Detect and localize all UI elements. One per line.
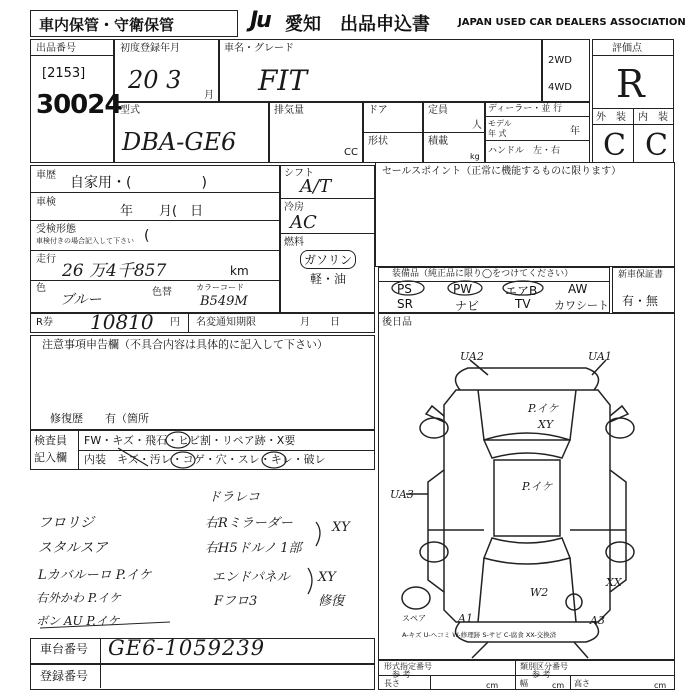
reg-month-unit: 月 [204, 90, 214, 101]
storage-label: 車内保管・守衛保管 [39, 16, 175, 34]
equip-ps: PS [397, 282, 412, 296]
int-row: 内装 キズ・汚レ・コゲ・穴・スレ・キレ・破レ [84, 453, 326, 466]
inspector-label: 検査員 [34, 434, 67, 447]
inspector-marks [78, 430, 375, 470]
remark-4-left: 右外かわ P.イケ [36, 591, 122, 605]
height-label: 高さ [574, 679, 590, 688]
rcert-value: 10810 [90, 310, 154, 334]
ju-logo [250, 8, 270, 33]
remark-4-mid: Fフロ3 [214, 594, 258, 609]
load-unit: kg [470, 152, 480, 161]
rcert-unit: 円 [170, 317, 180, 328]
remark-repair: 修復 [318, 594, 345, 609]
dmg-pike-2: P.イケ [522, 480, 553, 493]
fuel-value: ガソリン [300, 250, 356, 269]
model-value: DBA-GE6 [122, 128, 237, 156]
color-label: 色 [36, 283, 46, 294]
remark-2-mid: 右H5ドルノ 1部 [205, 541, 302, 556]
ext-label: 外 装 [596, 112, 626, 123]
fmt-label: 形式指定番号 [384, 662, 432, 671]
fuel-label: 燃料 [284, 237, 304, 248]
year-unit: 年 [570, 126, 580, 137]
reg-label: 初度登録年月 [120, 43, 180, 54]
remark-xy-1: XY [332, 520, 350, 535]
car-history-label: 車歴 [36, 170, 56, 181]
inspector-label2: 記入欄 [34, 451, 67, 464]
dmg-ua3: UA3 [390, 488, 414, 501]
equip-sr: SR [397, 297, 413, 311]
int-label: 内 装 [638, 112, 668, 123]
sales-point-label: セールスポイント（正常に機能するものに限ります） [382, 166, 622, 177]
sheet-title: 出品申込書 [340, 14, 430, 35]
doc-paren: ( [144, 228, 150, 244]
remark-3-left: Lカバルーロ P.イケ [38, 568, 152, 583]
equip-pw: PW [453, 282, 473, 296]
remark-strokes [30, 470, 375, 635]
model-year-label2: 年 式 [488, 129, 507, 138]
remark-3-mid: エンドパネル [212, 570, 290, 585]
color-change-label: 色替 [152, 287, 172, 298]
sales-point-section [375, 162, 675, 267]
equip-seat: カワシート [554, 299, 609, 312]
ac-label: 冷房 [284, 202, 304, 213]
car-history-value: 自家用・( ) [70, 175, 207, 191]
dmg-ua1: UA1 [588, 350, 612, 363]
ref-label: 参 考 [392, 670, 411, 679]
name-change-value: 月 日 [300, 317, 340, 328]
shift-label: シフト [284, 168, 314, 179]
dmg-xx: XX [606, 576, 622, 589]
fuel-options: 軽・油 [310, 272, 347, 286]
warranty-label: 新車保証書 [618, 270, 664, 280]
dmg-pike-1: P.イケ [528, 402, 559, 415]
equip-airbag: エアB [505, 284, 538, 298]
name-label: 車名・グレード [224, 43, 294, 54]
dmg-xy: XY [538, 418, 554, 431]
doc-sub: 車検付きの場合記入して下さい [36, 237, 134, 245]
ac-value: AC [290, 212, 317, 233]
remark-1-left: フロリジ [38, 515, 94, 531]
remark-1-mid: 右Rミラーダー [205, 516, 293, 531]
drive-4wd: 4WD [548, 82, 572, 93]
equipment-label: 装備品（純正品に限り◯をつけてください） [392, 269, 574, 279]
color-code-value: B549M [200, 294, 248, 309]
lot-label: 出品番号 [36, 43, 76, 54]
capacity-label: 定員 [428, 105, 448, 116]
load-label: 積載 [428, 136, 448, 147]
disp-unit: CC [344, 147, 358, 158]
equip-tv: TV [515, 297, 531, 311]
remark-2-left: スタルスア [38, 540, 108, 556]
int-value: C [645, 128, 668, 163]
fw-row: FW・キズ・飛石・ヒビ割・リペア跡・X要 [84, 434, 296, 447]
spare-label: スペア [402, 614, 426, 623]
back-items-label: 後日品 [382, 317, 412, 328]
remark-5-left: ボン AU P.イケ [36, 614, 120, 628]
model-label: 型式 [120, 105, 140, 116]
drive-2wd: 2WD [548, 55, 572, 66]
name-change-label: 名変通知期限 [196, 317, 256, 328]
mileage-unit: km [230, 264, 249, 278]
reg-value: 20 3 [128, 66, 182, 94]
cm-1: cm [486, 681, 499, 690]
dmg-w2: W2 [530, 586, 549, 599]
lot-number: 30024 [36, 90, 122, 120]
ju-logo-text: Ju [250, 8, 270, 33]
color-code-label: カラーコード [196, 283, 244, 292]
inspection-label: 車検 [36, 197, 56, 208]
eval-value: R [616, 62, 645, 106]
org-name-jp: 愛知 [285, 14, 321, 35]
cm-2: cm [552, 681, 565, 690]
lot-small-number: [2153] [42, 66, 86, 81]
shift-value: A/T [300, 176, 332, 197]
org-name-en: JAPAN USED CAR DEALERS ASSOCIATION [458, 17, 686, 28]
remark-xy-2: XY [318, 570, 336, 585]
shape-label: 形状 [368, 136, 388, 147]
damage-legend: A-キズ U-ヘコミ W-修理跡 S-サビ C-腐食 XX-交換済 [402, 631, 557, 639]
reg-num-label: 登録番号 [40, 669, 89, 683]
ref-label2: 参 考 [532, 670, 551, 679]
equip-navi: ナビ [455, 299, 480, 313]
color-value: ブルー [60, 292, 102, 308]
length-label: 長さ [384, 679, 400, 688]
car-damage-diagram [378, 330, 675, 660]
capacity-unit: 人 [472, 120, 482, 131]
mileage-value: 26 万4千857 [62, 261, 167, 281]
remark-dashcam: ドラレコ [208, 490, 261, 505]
cm-3: cm [654, 681, 667, 690]
dmg-a1: A1 [458, 612, 473, 625]
mileage-label: 走行 [36, 254, 56, 265]
disp-label: 排気量 [274, 105, 304, 116]
inspection-value: 年 月( 日 [120, 204, 204, 219]
equipment-circles [378, 267, 610, 313]
model-year-label: モデル [488, 119, 512, 128]
warranty-value: 有・無 [622, 294, 659, 308]
repair-label: 修復歴 有（箇所 [50, 412, 149, 425]
handle-label: ハンドル 左・右 [488, 146, 561, 156]
ext-value: C [603, 128, 626, 163]
door-label: ドア [368, 105, 388, 116]
eval-label: 評価点 [612, 43, 642, 54]
class-label: 類別区分番号 [520, 662, 568, 671]
name-value: FIT [258, 64, 308, 97]
storage-label-box [30, 10, 238, 37]
width-label: 幅 [520, 679, 528, 688]
dmg-ua2: UA2 [460, 350, 484, 363]
doc-label: 受検形態 [36, 224, 76, 235]
equip-aw: AW [568, 282, 588, 296]
chassis-label: 車台番号 [40, 642, 89, 656]
dmg-a3: A3 [590, 614, 605, 627]
chassis-value: GE6-1059239 [108, 636, 266, 660]
rcert-label: R券 [36, 317, 53, 328]
dealer-label: ディーラー・並 行 [488, 104, 563, 114]
notes-label: 注意事項申告欄（不具合内容は具体的に記入して下さい） [42, 338, 328, 351]
